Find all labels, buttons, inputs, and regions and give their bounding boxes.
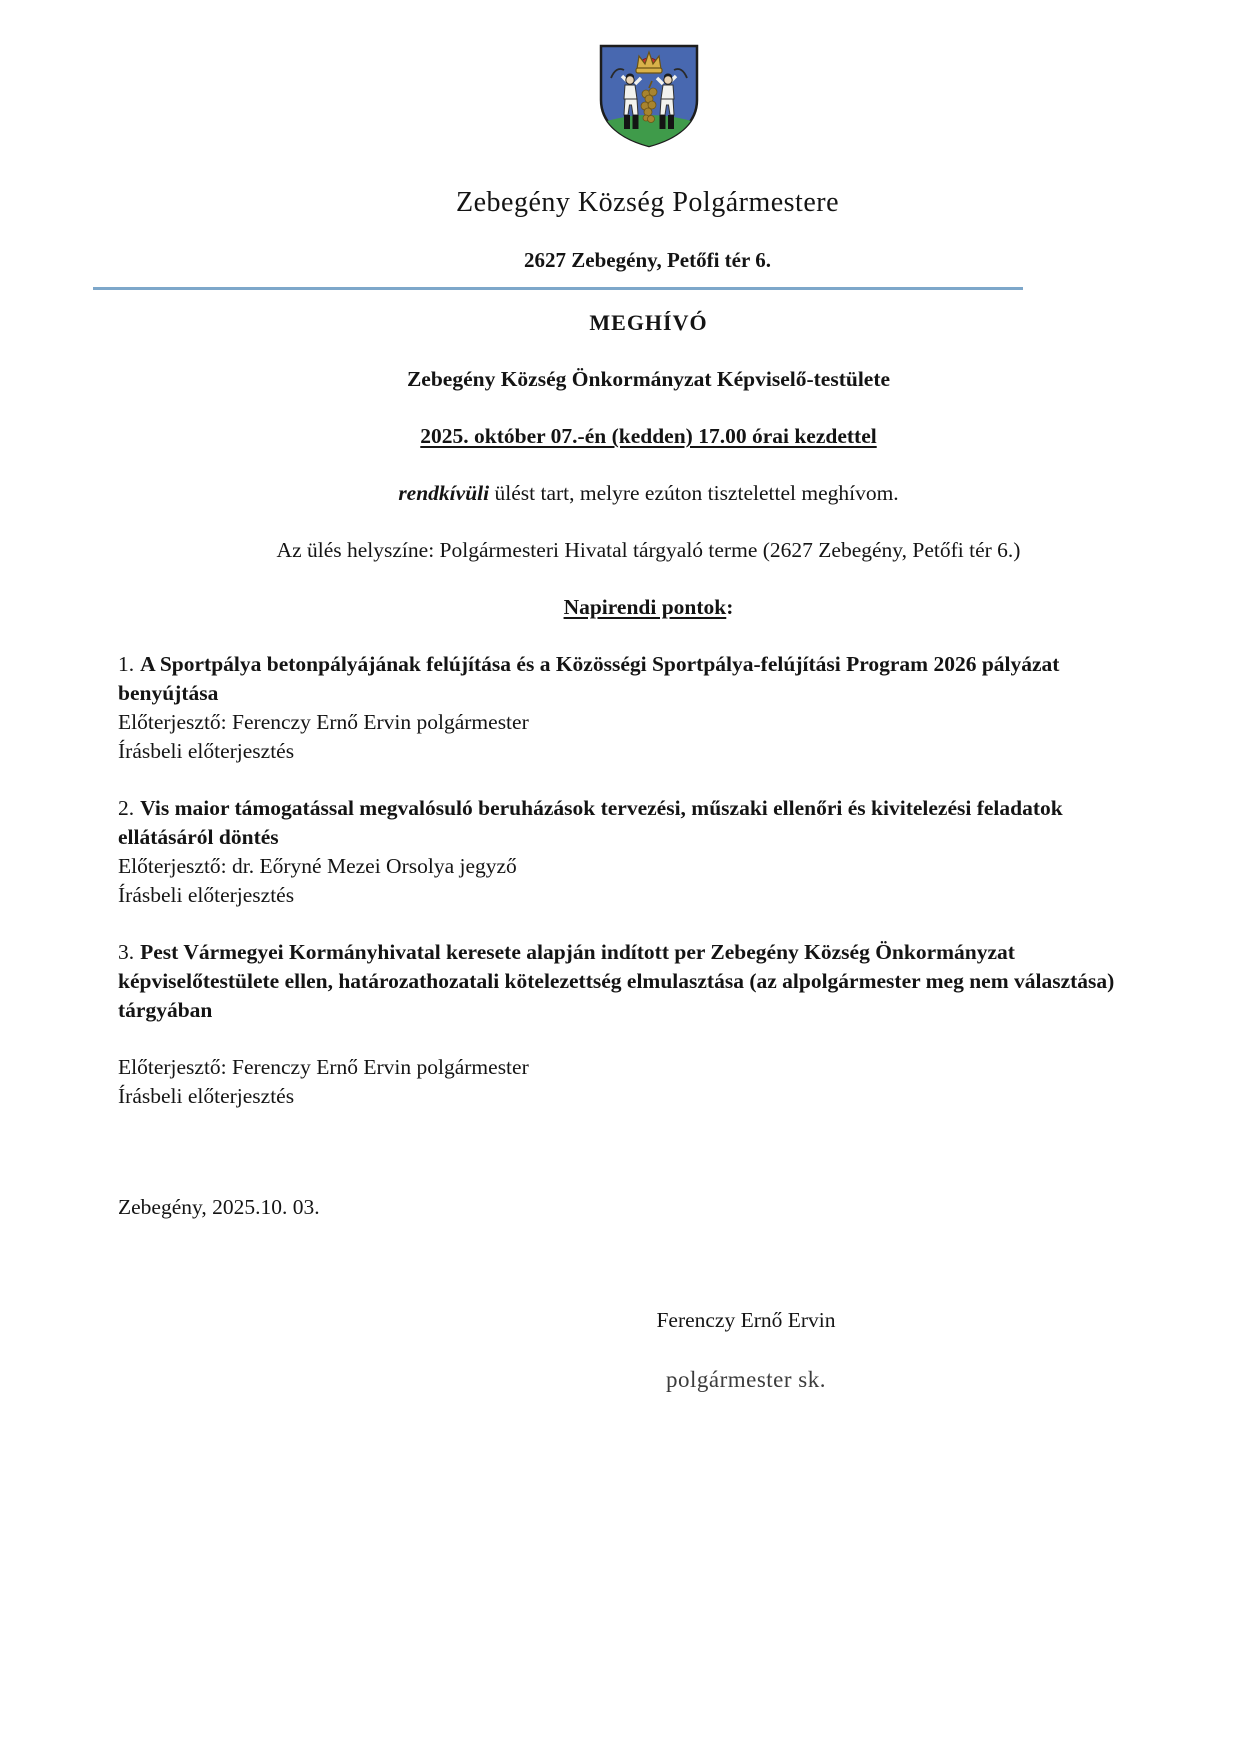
doc-title: MEGHÍVÓ: [589, 310, 708, 335]
agenda-item-number: 3.: [118, 940, 135, 964]
agenda-item-title-text: Vis maior támogatással megvalósuló beruházások tervezési, műszaki ellenőri és kivitelezési feladatok ellátásáról döntés: [118, 796, 1063, 849]
agenda-item-title: [118, 650, 1135, 708]
agenda-item-title-text: A Sportpálya betonpályájának felújítása és a Közösségi Sportpálya-felújítási Program 2026 pályázat benyújtása: [118, 652, 1060, 705]
closing-date: Zebegény, 2025.10. 03.: [118, 1195, 320, 1219]
agenda-item-presenter: Előterjesztő: Ferenczy Ernő Ervin polgármester: [118, 1055, 529, 1079]
agenda-item-title: [118, 938, 1135, 1025]
session-emphasis: rendkívüli: [398, 481, 490, 505]
agenda-heading-text: Napirendi pontok: [563, 595, 727, 619]
header-divider: [93, 287, 1023, 290]
datetime-line: 2025. október 07.-én (kedden) 17.00 órai kezdettel: [420, 424, 877, 448]
session-line: [118, 479, 1135, 508]
agenda-item-3: [118, 938, 1135, 1111]
agenda-item-number: 2.: [118, 796, 135, 820]
org-address: 2627 Zebegény, Petőfi tér 6.: [524, 248, 771, 272]
agenda-item-type: Írásbeli előterjesztés: [118, 883, 295, 907]
location-line: Az ülés helyszíne: Polgármesteri Hivatal tárgyaló terme (2627 Zebegény, Petőfi tér 6.): [276, 538, 1021, 562]
agenda-item-type: Írásbeli előterjesztés: [118, 1084, 295, 1108]
signer-name: Ferenczy Ernő Ervin: [656, 1308, 836, 1332]
signature-block: [118, 1306, 1135, 1395]
agenda-item-2: [118, 794, 1135, 910]
agenda-item-title-text: Pest Vármegyei Kormányhivatal keresete alapján indított per Zebegény Község Önkormányzat képviselőtestülete ellen, határozathozatali kötelezettség elmulasztása (az alpolgármester meg nem választása) tárgyában: [118, 940, 1115, 1022]
agenda-item-number: 1.: [118, 652, 135, 676]
agenda-item-presenter: Előterjesztő: dr. Eőryné Mezei Orsolya jegyző: [118, 854, 517, 878]
agenda-item-type: Írásbeli előterjesztés: [118, 739, 295, 763]
document-body: [118, 300, 1135, 1395]
signer-role: polgármester sk.: [665, 1367, 826, 1392]
agenda-item-title: [118, 794, 1135, 852]
letterhead: [28, 186, 1239, 275]
agenda-item-1: [118, 650, 1135, 766]
coat-of-arms-icon: [597, 42, 701, 150]
agenda-heading: [118, 593, 1135, 622]
agenda-item-presenter: Előterjesztő: Ferenczy Ernő Ervin polgármester: [118, 710, 529, 734]
agenda-heading-colon: :: [726, 595, 734, 619]
council-line: Zebegény Község Önkormányzat Képviselő-testülete: [406, 367, 891, 391]
org-title: Zebegény Község Polgármestere: [455, 187, 840, 218]
session-rest: ülést tart, melyre ezúton tisztelettel meghívom.: [489, 481, 899, 505]
